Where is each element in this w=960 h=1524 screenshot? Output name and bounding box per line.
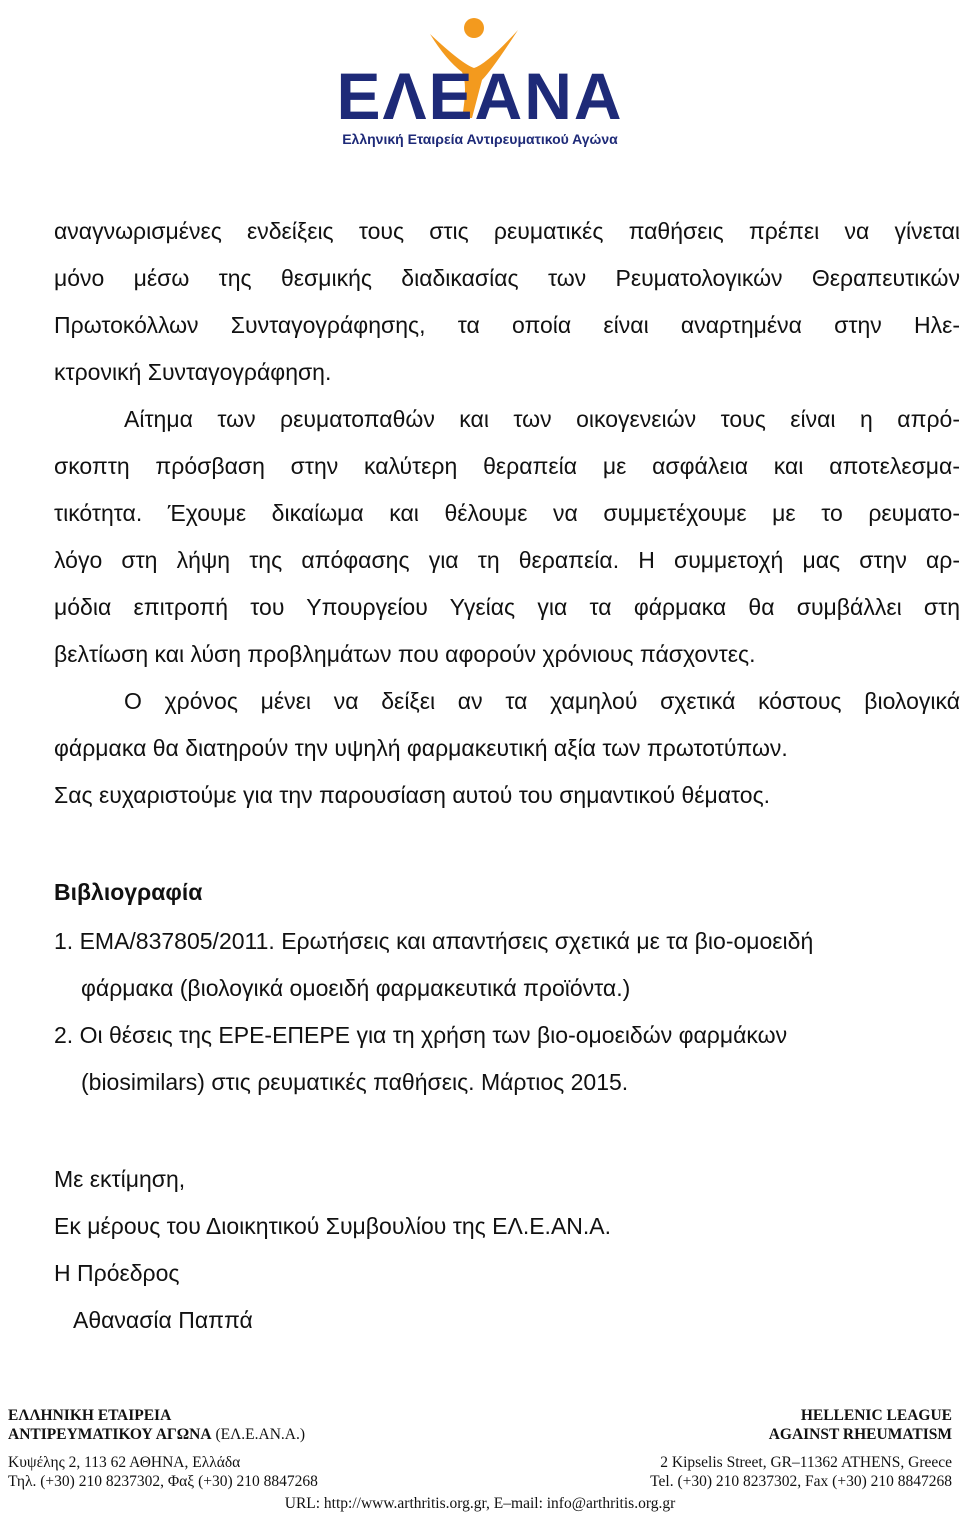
- eleana-logo-graphic: [322, 6, 638, 156]
- body-line: αναγνωρισμένες ενδείξεις τους στις ρευματικές παθήσεις πρέπει να γίνεται: [54, 218, 960, 244]
- signatory-role: Η Πρόεδρος: [54, 1260, 180, 1286]
- signatory-name: Αθανασία Παππά: [73, 1307, 253, 1333]
- footer-english-block: [650, 1406, 952, 1491]
- footer-greek-block: [8, 1406, 318, 1491]
- footer-org-abbr: (ΕΛ.Ε.ΑΝ.Α.): [215, 1426, 306, 1443]
- footer-org-name-gr-line2: ΑΝΤΙΡΕΥΜΑΤΙΚΟΥ ΑΓΩΝΑ: [8, 1426, 212, 1443]
- bibliography-item-text: EMA/837805/2011. Ερωτήσεις και απαντήσεις σχετικά με τα βιο-ομοειδή: [79, 928, 814, 954]
- logo-figure-head: [464, 18, 484, 38]
- bibliography-item-number: 1.: [54, 928, 74, 954]
- body-line: Ο χρόνος μένει να δείξει αν τα χαμηλού σχετικά κόστους βιολογικά: [124, 688, 960, 714]
- body-line: μόδια επιτροπή του Υπουργείου Υγείας για τα φάρμακα θα συμβάλλει στη: [54, 594, 960, 620]
- bibliography-item: [54, 1012, 960, 1106]
- organization-logo: [322, 6, 638, 156]
- bibliography-item-text: Οι θέσεις της ΕΡΕ-ΕΠΕΡΕ για τη χρήση των βιο-ομοειδών φαρμάκων: [79, 1022, 788, 1048]
- bibliography-heading: Βιβλιογραφία: [54, 879, 203, 905]
- bibliography-item: [54, 918, 960, 1012]
- closing-on-behalf: Εκ μέρους του Διοικητικού Συμβουλίου της ΕΛ.Ε.ΑΝ.Α.: [54, 1213, 612, 1239]
- bibliography-item-text-cont: (biosimilars) στις ρευματικές παθήσεις. Μάρτιος 2015.: [81, 1069, 629, 1095]
- body-line: Πρωτοκόλλων Συνταγογράφησης, τα οποία είναι αναρτημένα στην Ηλε-: [54, 312, 960, 338]
- body-line: σκοπτη πρόσβαση στην καλύτερη θεραπεία με ασφάλεια και αποτελεσμα-: [54, 453, 960, 479]
- footer-phone-gr: Τηλ. (+30) 210 8237302, Φαξ (+30) 210 8847268: [8, 1473, 318, 1490]
- closing-regards: Με εκτίμηση,: [54, 1166, 186, 1192]
- logo-wordmark: ΕΛΕΑΝΑ: [336, 59, 624, 133]
- footer-address-en: 2 Kipselis Street, GR–11362 ATHENS, Greece: [660, 1454, 952, 1471]
- body-line: Αίτημα των ρευματοπαθών και των οικογενειών τους είναι η απρό-: [124, 406, 960, 432]
- bibliography-item-text-cont: φάρμακα (βιολογικά ομοειδή φαρμακευτικά προϊόντα.): [81, 975, 631, 1001]
- body-line: Σας ευχαριστούμε για την παρουσίαση αυτού του σημαντικού θέματος.: [54, 782, 771, 808]
- footer-address-gr: Κυψέλης 2, 113 62 ΑΘΗΝΑ, Ελλάδα: [8, 1454, 241, 1471]
- letter-body: [54, 208, 960, 819]
- bibliography-item-number: 2.: [54, 1022, 74, 1048]
- body-line: λόγο στη λήψη της απόφασης για τη θεραπεία. Η συμμετοχή μας στην αρ-: [54, 547, 960, 573]
- footer-phone-en: Tel. (+30) 210 8237302, Fax (+30) 210 8847268: [650, 1473, 952, 1490]
- logo-tagline: Ελληνική Εταιρεία Αντιρευματικού Αγώνα: [342, 131, 618, 147]
- body-line: φάρμακα θα διατηρούν την υψηλή φαρμακευτική αξία των πρωτοτύπων.: [54, 735, 788, 761]
- body-line: κτρονική Συνταγογράφηση.: [54, 359, 332, 385]
- body-line: μόνο μέσω της θεσμικής διαδικασίας των Ρευματολογικών Θεραπευτικών: [54, 265, 960, 291]
- footer-org-name-gr: ΕΛΛΗΝΙΚΗ ΕΤΑΙΡΕΙΑ: [8, 1407, 172, 1424]
- body-line: βελτίωση και λύση προβλημάτων που αφορούν χρόνιους πάσχοντες.: [54, 641, 756, 667]
- footer-org-name-en: HELLENIC LEAGUE: [800, 1407, 952, 1424]
- body-line: τικότητα. Έχουμε δικαίωμα και θέλουμε να συμμετέχουμε με το ρευματο-: [54, 500, 960, 526]
- footer-contact-url[interactable]: URL: http://www.arthritis.org.gr, E–mail: info@arthritis.org.gr: [284, 1495, 676, 1512]
- footer-org-name-en-line2: AGAINST RHEUMATISM: [768, 1426, 952, 1443]
